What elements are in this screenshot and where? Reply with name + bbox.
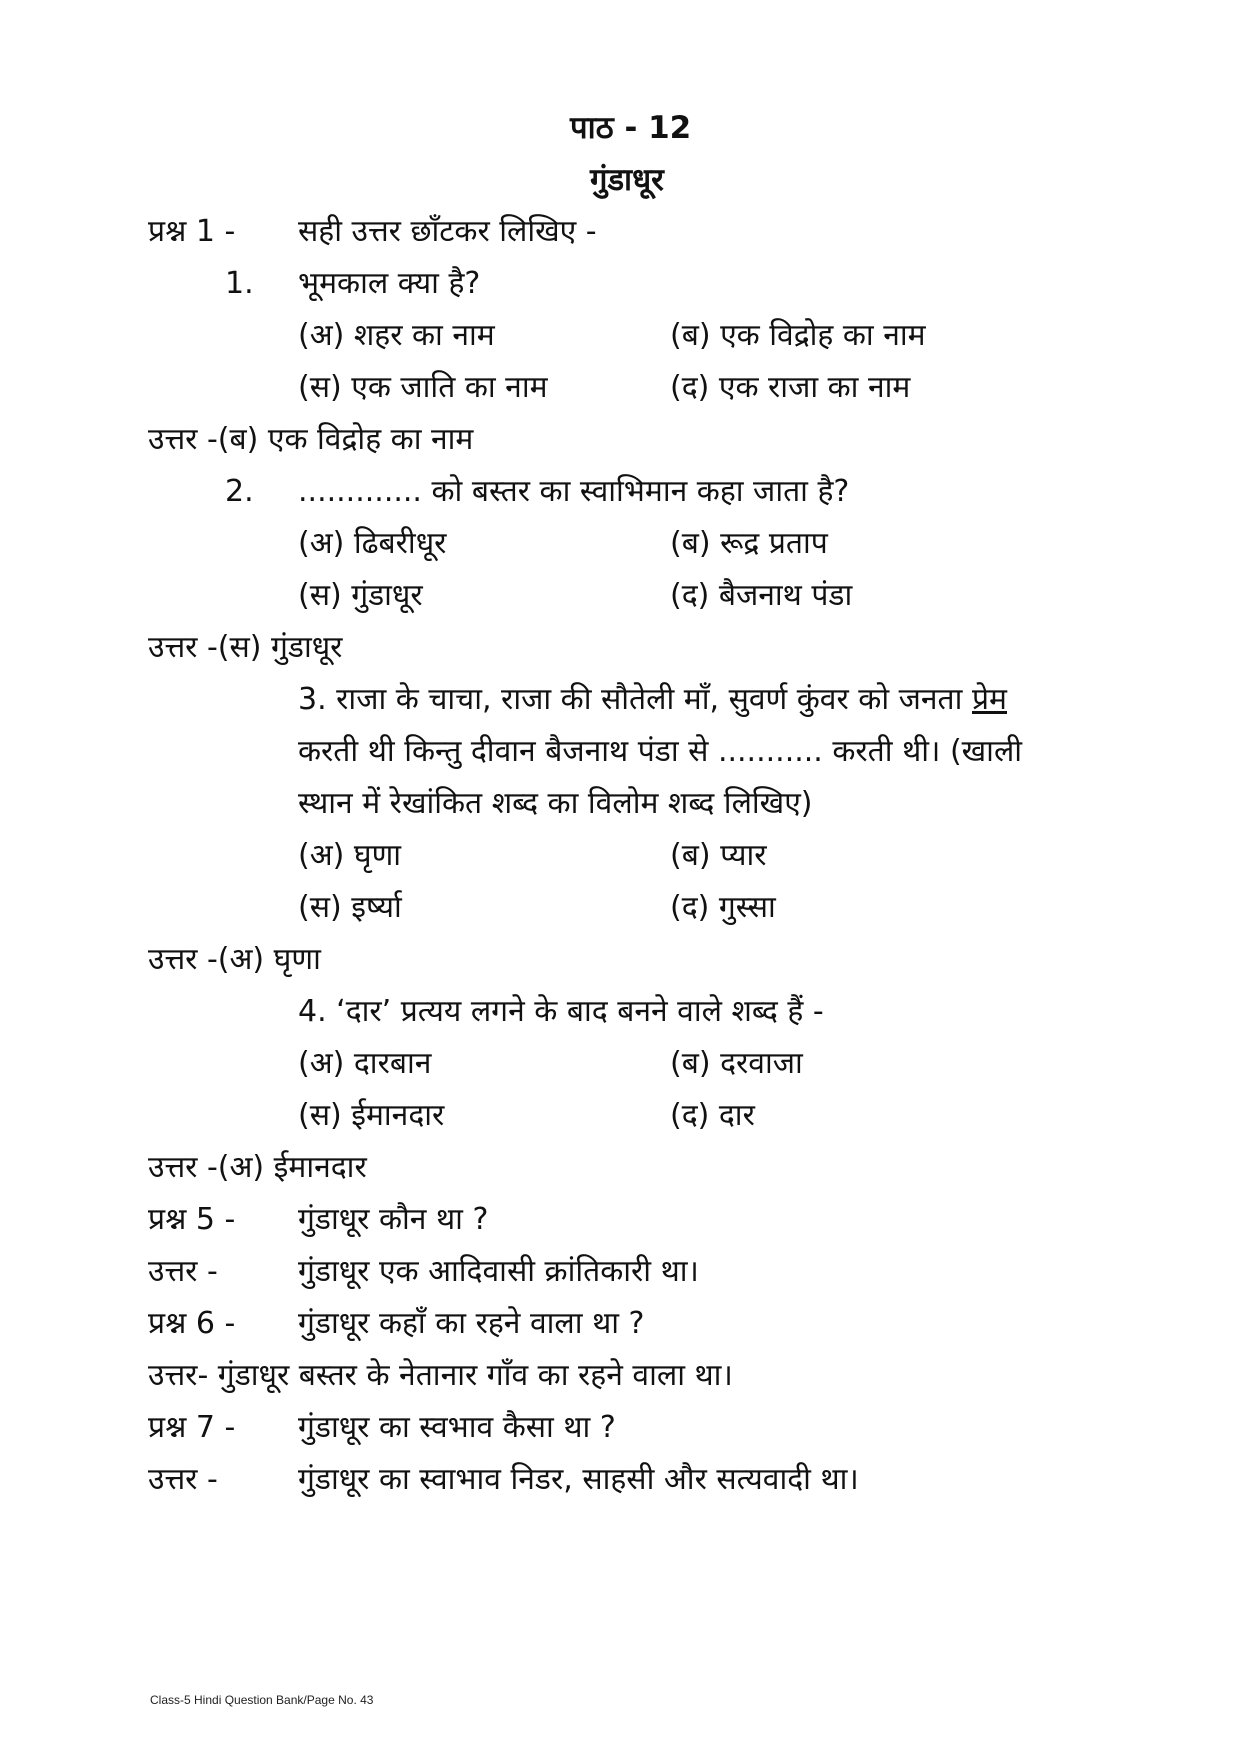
item-1-option-b: (ब) एक विद्रोह का नाम [670, 318, 926, 353]
item-1-option-a: (अ) शहर का नाम [298, 318, 495, 353]
item-1-option-d: (द) एक राजा का नाम [670, 370, 911, 405]
item-3-question-line-2: करती थी किन्तु दीवान बैजनाथ पंडा से ........... करती थी। (खाली [298, 734, 1023, 769]
item-2-option-a: (अ) ढिबरीधूर [298, 526, 447, 561]
answer-7-label: उत्तर - [148, 1462, 218, 1497]
item-2-option-c: (स) गुंडाधूर [298, 578, 423, 613]
item-2-question: ............. को बस्तर का स्वाभिमान कहा जाता है? [298, 474, 850, 509]
item-4-question: 4. ‘दार’ प्रत्यय लगने के बाद बनने वाले शब्द हैं - [298, 994, 824, 1029]
item-1-answer: उत्तर -(ब) एक विद्रोह का नाम [148, 422, 474, 457]
item-3-option-a: (अ) घृणा [298, 838, 402, 873]
question-1-instruction: सही उत्तर छाँटकर लिखिए - [298, 214, 597, 249]
item-3-option-d: (द) गुस्सा [670, 890, 776, 925]
item-3-option-c: (स) इर्ष्या [298, 890, 402, 925]
item-1-number: 1. [225, 266, 254, 301]
item-4-option-a: (अ) दारबान [298, 1046, 432, 1081]
item-1-option-c: (स) एक जाति का नाम [298, 370, 548, 405]
question-1-label: प्रश्न 1 - [148, 214, 236, 249]
item-2-option-d: (द) बैजनाथ पंडा [670, 578, 853, 613]
question-7-label: प्रश्न 7 - [148, 1410, 236, 1445]
lesson-title: गुंडाधूर [590, 162, 664, 198]
item-3-question-line-3: स्थान में रेखांकित शब्द का विलोम शब्द लिखिए) [298, 786, 813, 821]
answer-5-label: उत्तर - [148, 1254, 218, 1289]
underlined-word: प्रेम [971, 682, 1007, 717]
item-2-answer: उत्तर -(स) गुंडाधूर [148, 630, 343, 665]
lesson-number: पाठ - 12 [570, 110, 692, 146]
question-7-text: गुंडाधूर का स्वभाव कैसा था ? [298, 1410, 616, 1445]
item-3-question-line-1 [298, 680, 1007, 720]
item-4-option-d: (द) दार [670, 1098, 755, 1133]
item-1-question: भूमकाल क्या है? [298, 266, 481, 301]
item-3-question-line-1-text: 3. राजा के चाचा, राजा की सौतेली माँ, सुवर्ण कुंवर को जनता [298, 682, 963, 717]
answer-7-text: गुंडाधूर का स्वाभाव निडर, साहसी और सत्यवादी था। [298, 1462, 859, 1497]
question-5-label: प्रश्न 5 - [148, 1202, 236, 1237]
item-4-answer: उत्तर -(अ) ईमानदार [148, 1150, 367, 1185]
answer-6-text: उत्तर- गुंडाधूर बस्तर के नेतानार गाँव का रहने वाला था। [148, 1358, 733, 1393]
item-3-option-b: (ब) प्यार [670, 838, 767, 873]
item-2-number: 2. [225, 474, 254, 509]
item-2-option-b: (ब) रूद्र प्रताप [670, 526, 828, 561]
question-6-label: प्रश्न 6 - [148, 1306, 236, 1341]
item-4-option-b: (ब) दरवाजा [670, 1046, 803, 1081]
item-4-option-c: (स) ईमानदार [298, 1098, 445, 1133]
answer-5-text: गुंडाधूर एक आदिवासी क्रांतिकारी था। [298, 1254, 699, 1289]
question-6-text: गुंडाधूर कहाँ का रहने वाला था ? [298, 1306, 645, 1341]
page-footer: Class-5 Hindi Question Bank/Page No. 43 [150, 1693, 374, 1707]
item-3-answer: उत्तर -(अ) घृणा [148, 942, 321, 977]
question-5-text: गुंडाधूर कौन था ? [298, 1202, 489, 1237]
